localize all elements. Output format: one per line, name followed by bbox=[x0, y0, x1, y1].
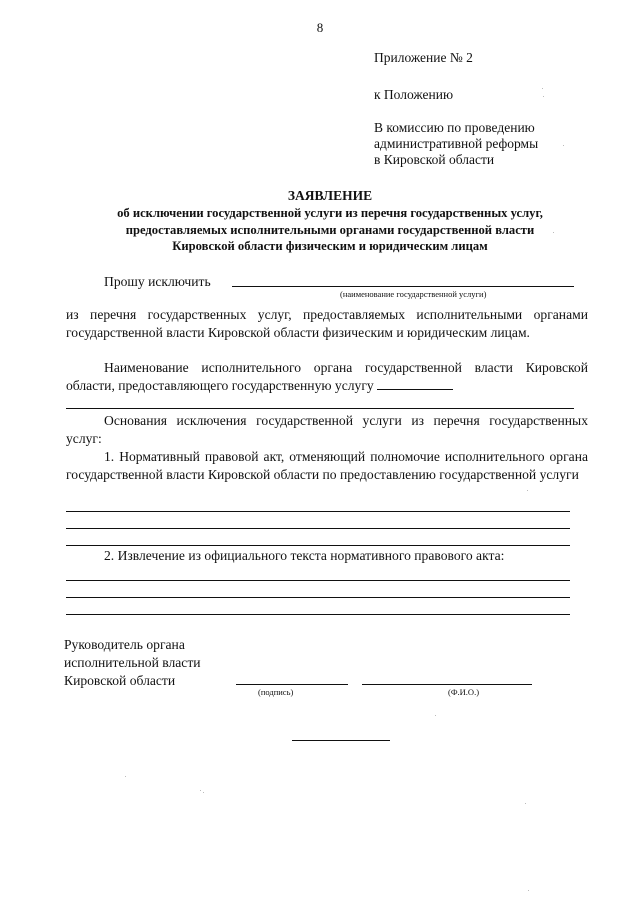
paragraph-1: из перечня государственных услуг, предоставляемых исполнительными органами государственной власти Кировской области физическим и юридическим лицам. bbox=[66, 307, 588, 340]
recipient-line-3: в Кировской области bbox=[374, 152, 495, 167]
recipient-line-2: административной реформы bbox=[374, 136, 539, 151]
page-number: 8 bbox=[316, 20, 324, 35]
subtitle-line-1: об исключении государственной услуги из перечня государственных услуг, bbox=[117, 206, 543, 220]
scan-speck bbox=[200, 790, 201, 791]
paragraph-5: 2. Извлечение из официального текста нормативного правового акта: bbox=[104, 548, 505, 563]
signatory-line-3: Кировской области bbox=[64, 673, 176, 688]
appendix-to: к Положению bbox=[374, 87, 454, 102]
recipient-line-1: В комиссию по проведению bbox=[374, 120, 535, 135]
legal-act-line-2 bbox=[66, 528, 570, 529]
paragraph-2-text: Наименование исполнительного органа государственной власти Кировской области, предоставляющего государственную услугу bbox=[66, 360, 588, 393]
subtitle-line-3: Кировской области физическим и юридическим лицам bbox=[172, 239, 488, 253]
scan-speck bbox=[563, 145, 564, 146]
extract-line-1 bbox=[66, 580, 570, 581]
scan-speck bbox=[203, 792, 204, 793]
scan-speck bbox=[125, 776, 126, 777]
scan-speck bbox=[553, 232, 554, 233]
scan-speck bbox=[543, 96, 544, 97]
legal-act-line-3 bbox=[66, 545, 570, 546]
subtitle-line-2: предоставляемых исполнительными органами государственной власти bbox=[125, 222, 535, 237]
paragraph-4-text: 1. Нормативный правовой акт, отменяющий полномочие исполнительного органа государственной власти Кировской области по предоставлению государственной услуги bbox=[66, 449, 588, 482]
service-name-line bbox=[232, 286, 574, 287]
service-name-caption: (наименование государственной услуги) bbox=[340, 289, 487, 299]
full-name-caption: (Ф.И.О.) bbox=[448, 687, 480, 697]
scan-speck bbox=[528, 890, 529, 891]
document-subtitle bbox=[40, 205, 620, 255]
document-title: ЗАЯВЛЕНИЕ bbox=[287, 188, 373, 203]
paragraph-3 bbox=[66, 412, 588, 447]
paragraph-2 bbox=[66, 359, 588, 394]
extract-line-2 bbox=[66, 597, 570, 598]
scan-speck bbox=[525, 803, 526, 804]
legal-act-line-1 bbox=[66, 511, 570, 512]
organ-name-line bbox=[377, 377, 453, 390]
signature-line bbox=[236, 684, 348, 685]
full-name-line bbox=[362, 684, 532, 685]
appendix-number: Приложение № 2 bbox=[374, 50, 473, 65]
request-label: Прошу исключить bbox=[104, 274, 211, 289]
extract-line-3 bbox=[66, 614, 570, 615]
scan-speck bbox=[435, 715, 436, 716]
paragraph-3-text: Основания исключения государственной услуги из перечня государственных услуг: bbox=[66, 413, 588, 446]
signatory-line-2: исполнительной власти bbox=[64, 655, 201, 670]
scan-speck bbox=[542, 88, 543, 89]
end-rule bbox=[292, 740, 390, 741]
scan-speck bbox=[527, 490, 528, 491]
signatory-line-1: Руководитель органа bbox=[64, 637, 185, 652]
paragraph-4 bbox=[66, 448, 588, 483]
organ-name-line-2 bbox=[66, 408, 574, 409]
signature-caption: (подпись) bbox=[258, 687, 294, 697]
